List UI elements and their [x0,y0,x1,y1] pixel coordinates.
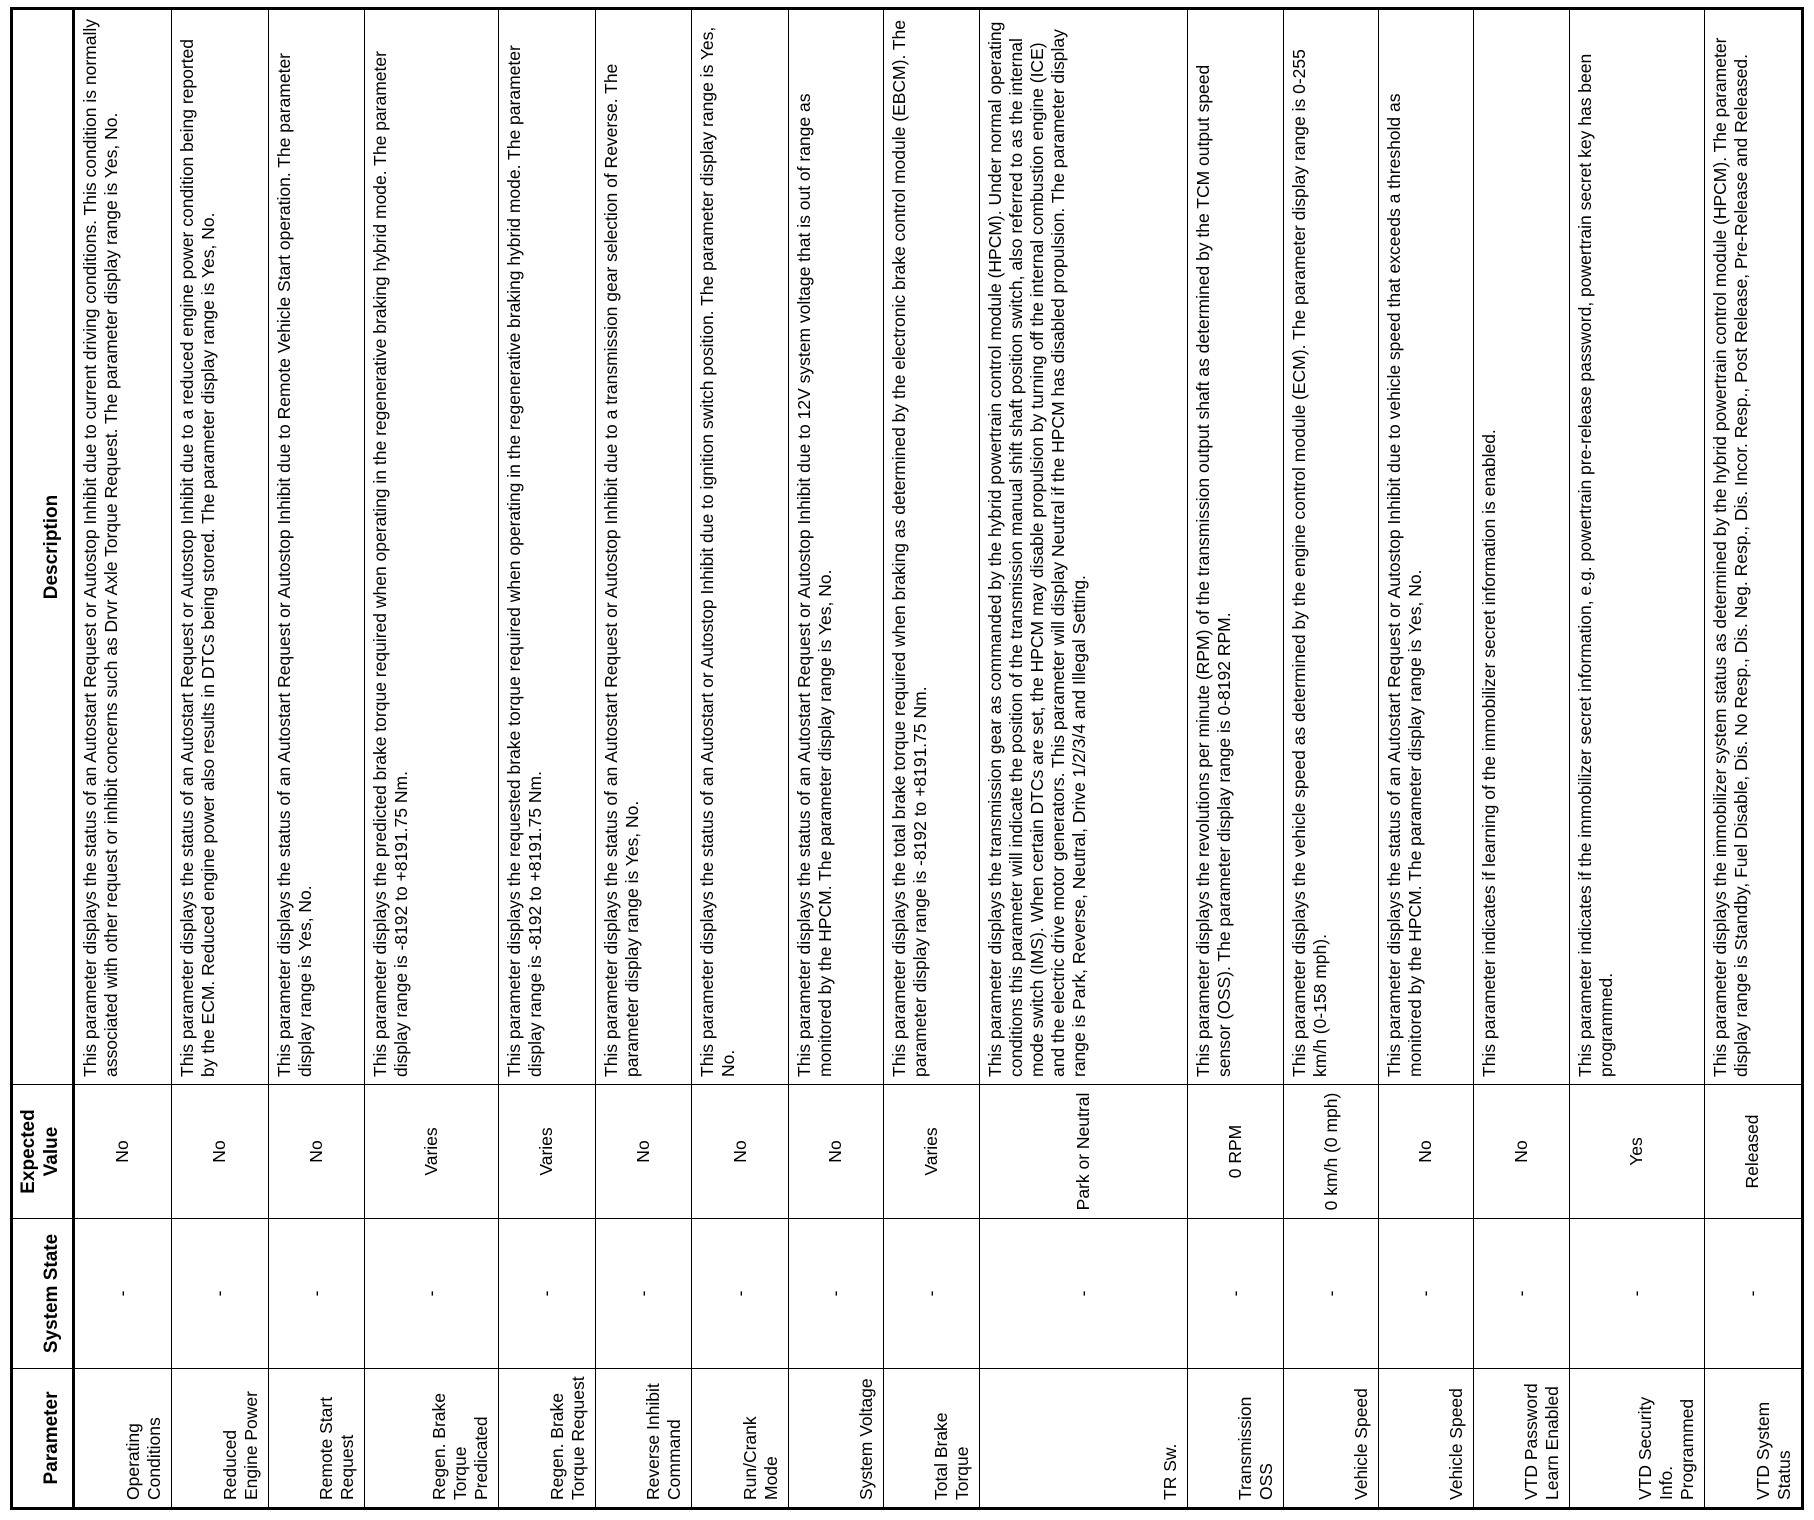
table-body [73,9,1802,1509]
expected-value-cell: No [1379,1085,1474,1219]
system-state-cell: - [980,1219,1187,1369]
expected-value-cell: No [692,1085,789,1219]
rotated-table-wrapper [10,10,1804,1510]
expected-value-cell: No [171,1085,268,1219]
parameter-cell: Regen. Brake Torque Predicated [365,1369,499,1509]
description-cell: This parameter displays the status of an Autostart Request or Autostop Inhibit due to vehicle speed that exceeds a threshold as monitored by the HPCM. The parameter display range is Yes, No. [1379,9,1474,1085]
parameter-cell: Regen. Brake Torque Request [499,1369,596,1509]
system-state-cell: - [365,1219,499,1369]
table-row [1187,9,1284,1509]
expected-value-cell: 0 km/h (0 mph) [1284,1085,1379,1219]
header-expected-value: Expected Value [12,1085,74,1219]
table-row [1379,9,1474,1509]
description-cell: This parameter displays the immobilizer system status as determined by the hybrid powertrain control module (HPCM). The parameter display range is Standby, Fuel Disable, Dis. No Resp., Dis. Neg. Resp., Dis. Incor. Resp., Post Release, Pre-Release and Released. [1704,9,1803,1085]
expected-value-cell: Yes [1570,1085,1704,1219]
description-cell: This parameter displays the total brake torque required when braking as determined by the electronic brake control module (EBCM). The parameter display range is -8192 to +8191.75 Nm. [883,9,980,1085]
expected-value-cell: Varies [499,1085,596,1219]
parameter-cell: Transmission OSS [1187,1369,1284,1509]
parameter-cell: VTD System Status [1704,1369,1803,1509]
table-row [499,9,596,1509]
parameter-cell: Run/Crank Mode [692,1369,789,1509]
expected-value-cell: Park or Neutral [980,1085,1187,1219]
description-cell: This parameter displays the status of an Autostart Request or Autostop Inhibit due to Remote Vehicle Start operation. The parameter display range is Yes, No. [268,9,365,1085]
table-row [73,9,171,1509]
description-cell: This parameter displays the vehicle speed as determined by the engine control module (ECM). The parameter display range is 0-255 km/h (0-158 mph). [1284,9,1379,1085]
description-cell: This parameter displays the revolutions per minute (RPM) of the transmission output shaft as determined by the TCM output speed sensor (OSS). The parameter display range is 0-8192 RPM. [1187,9,1284,1085]
parameter-cell: Reduced Engine Power [171,1369,268,1509]
parameter-cell: TR Sw. [980,1369,1187,1509]
description-cell: This parameter displays the predicted brake torque required when operating in the regenerative braking hybrid mode. The parameter display range is -8192 to +8191.75 Nm. [365,9,499,1085]
header-description: Description [12,9,74,1085]
description-cell: This parameter displays the status of an Autostart Request or Autostop Inhibit due to a reduced engine power condition being reported by the ECM. Reduced engine power also results in DTCs being stored. The parameter display range is Yes, No. [171,9,268,1085]
expected-value-cell: No [595,1085,692,1219]
parameter-cell: Operating Conditions [73,1369,171,1509]
table-row [883,9,980,1509]
table-row [1704,9,1803,1509]
table-row [1570,9,1704,1509]
expected-value-cell: Varies [365,1085,499,1219]
system-state-cell: - [499,1219,596,1369]
expected-value-cell: Varies [883,1085,980,1219]
parameter-cell: Vehicle Speed [1379,1369,1474,1509]
parameter-cell: System Voltage [788,1369,883,1509]
system-state-cell: - [883,1219,980,1369]
parameter-cell: Vehicle Speed [1284,1369,1379,1509]
system-state-cell: - [692,1219,789,1369]
description-cell: This parameter indicates if learning of the immobilizer secret information is enabled. [1473,9,1570,1085]
table-row [788,9,883,1509]
description-cell: This parameter displays the requested brake torque required when operating in the regenerative braking hybrid mode. The parameter display range is -8192 to +8191.75 Nm. [499,9,596,1085]
system-state-cell: - [1704,1219,1803,1369]
system-state-cell: - [788,1219,883,1369]
system-state-cell: - [1570,1219,1704,1369]
header-system-state: System State [12,1219,74,1369]
description-cell: This parameter displays the transmission gear as commanded by the hybrid powertrain control module (HPCM). Under normal operating conditions this parameter will indicate the position of the transmission manual shift shaft position switch, also referred to as the internal mode switch (IMS). When certain DTCs are set, the HPCM may disable propulsion by turning off the internal combustion engine (ICE) and the electric drive motor generators. This parameter will display Neutral if the HPCM has disabled propulsion. The parameter display range is Park, Reverse, Neutral, Drive 1/2/3/4 and Illegal Setting. [980,9,1187,1085]
description-cell: This parameter displays the status of an Autostart Request or Autostop Inhibit due to 12V system voltage that is out of range as monitored by the HPCM. The parameter display range is Yes, No. [788,9,883,1085]
table-row [595,9,692,1509]
table-row [171,9,268,1509]
system-state-cell: - [1473,1219,1570,1369]
description-cell: This parameter displays the status of an Autostart Request or Autostop Inhibit due to a transmission gear selection of Reverse. The parameter display range is Yes, No. [595,9,692,1085]
expected-value-cell: Released [1704,1085,1803,1219]
scan-tool-data-table [10,7,1804,1510]
expected-value-cell: No [1473,1085,1570,1219]
description-cell: This parameter indicates if the immobilizer secret information, e.g. powertrain pre-release password, powertrain secret key has been programmed. [1570,9,1704,1085]
description-cell: This parameter displays the status of an Autostart or Autostop Inhibit due to ignition switch position. The parameter display range is Yes, No. [692,9,789,1085]
system-state-cell: - [595,1219,692,1369]
description-cell: This parameter displays the status of an Autostart Request or Autostop Inhibit due to current driving conditions. This condition is normally associated with other request or inhibit concerns such as Drvr Axle Torque Request. The parameter display range is Yes, No. [73,9,171,1085]
expected-value-cell: No [268,1085,365,1219]
header-parameter: Parameter [12,1369,74,1509]
expected-value-cell: 0 RPM [1187,1085,1284,1219]
system-state-cell: - [73,1219,171,1369]
system-state-cell: - [1187,1219,1284,1369]
expected-value-cell: No [788,1085,883,1219]
system-state-cell: - [268,1219,365,1369]
parameter-cell: VTD Password Learn Enabled [1473,1369,1570,1509]
parameter-cell: Reverse Inhibit Command [595,1369,692,1509]
table-row [1473,9,1570,1509]
table-row [1284,9,1379,1509]
parameter-cell: Total Brake Torque [883,1369,980,1509]
header-row [12,9,74,1509]
table-row [692,9,789,1509]
system-state-cell: - [1284,1219,1379,1369]
table-row [980,9,1187,1509]
table-header [12,9,74,1509]
system-state-cell: - [171,1219,268,1369]
expected-value-cell: No [73,1085,171,1219]
parameter-cell: Remote Start Request [268,1369,365,1509]
table-row [365,9,499,1509]
parameter-cell: VTD Security Info. Programmed [1570,1369,1704,1509]
table-row [268,9,365,1509]
system-state-cell: - [1379,1219,1474,1369]
